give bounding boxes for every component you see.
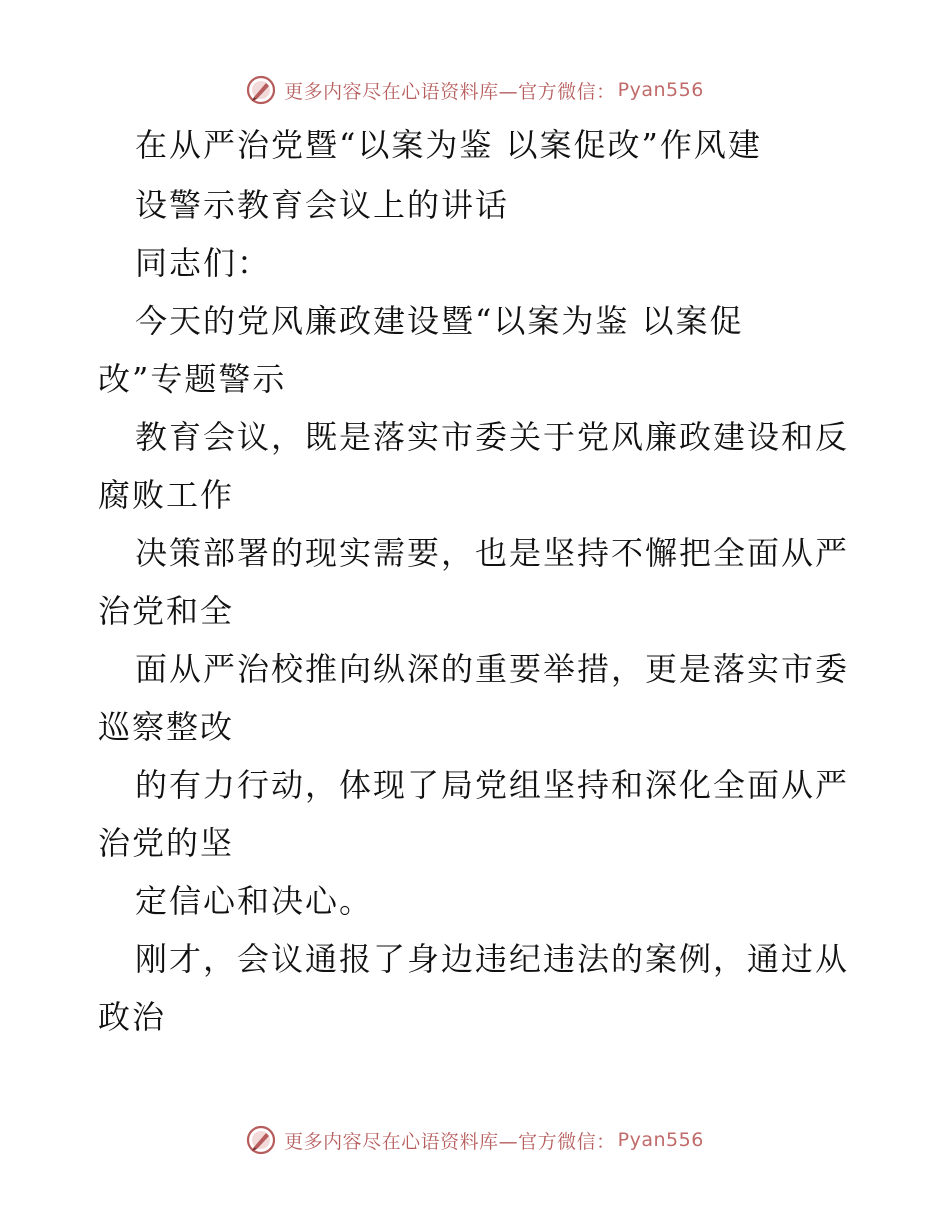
header-watermark xyxy=(0,70,950,110)
paragraph-line: 刚才，会议通报了身边违纪违法的案例，通过从 xyxy=(135,940,850,978)
paragraph-line: 的有力行动，体现了局党组坚持和深化全面从严 xyxy=(135,766,850,804)
salutation: 同志们： xyxy=(135,244,272,282)
paragraph-line: 治党和全 xyxy=(98,592,235,630)
title-line-2: 设警示教育会议上的讲话 xyxy=(135,186,510,224)
watermark-brand-text: 更多内容尽在心语资料库—官方微信： xyxy=(284,1130,616,1153)
paragraph-line: 决策部署的现实需要，也是坚持不懈把全面从严 xyxy=(135,534,850,572)
pen-nib-logo-icon xyxy=(246,1125,276,1155)
paragraph-line: 政治 xyxy=(98,998,167,1036)
paragraph-line: 治党的坚 xyxy=(98,824,235,862)
title-line-1: 在从严治党暨“以案为鉴 以案促改”作风建 xyxy=(135,126,762,164)
paragraph-line: 腐败工作 xyxy=(98,476,235,514)
watermark-brand-text: 更多内容尽在心语资料库—官方微信： xyxy=(284,80,616,103)
watermark-wechat-id: Pyan556 xyxy=(617,79,704,101)
paragraph-line: 定信心和决心。 xyxy=(135,882,374,920)
paragraph-line: 教育会议，既是落实市委关于党风廉政建设和反 xyxy=(135,418,850,456)
paragraph-line: 改”专题警示 xyxy=(98,360,287,398)
pen-nib-logo-icon xyxy=(246,75,276,105)
footer-watermark xyxy=(0,1120,950,1160)
paragraph-line: 今天的党风廉政建设暨“以案为鉴 以案促 xyxy=(135,302,744,340)
paragraph-line: 巡察整改 xyxy=(98,708,235,746)
watermark-wechat-id: Pyan556 xyxy=(617,1129,704,1151)
paragraph-line: 面从严治校推向纵深的重要举措，更是落实市委 xyxy=(135,650,850,688)
